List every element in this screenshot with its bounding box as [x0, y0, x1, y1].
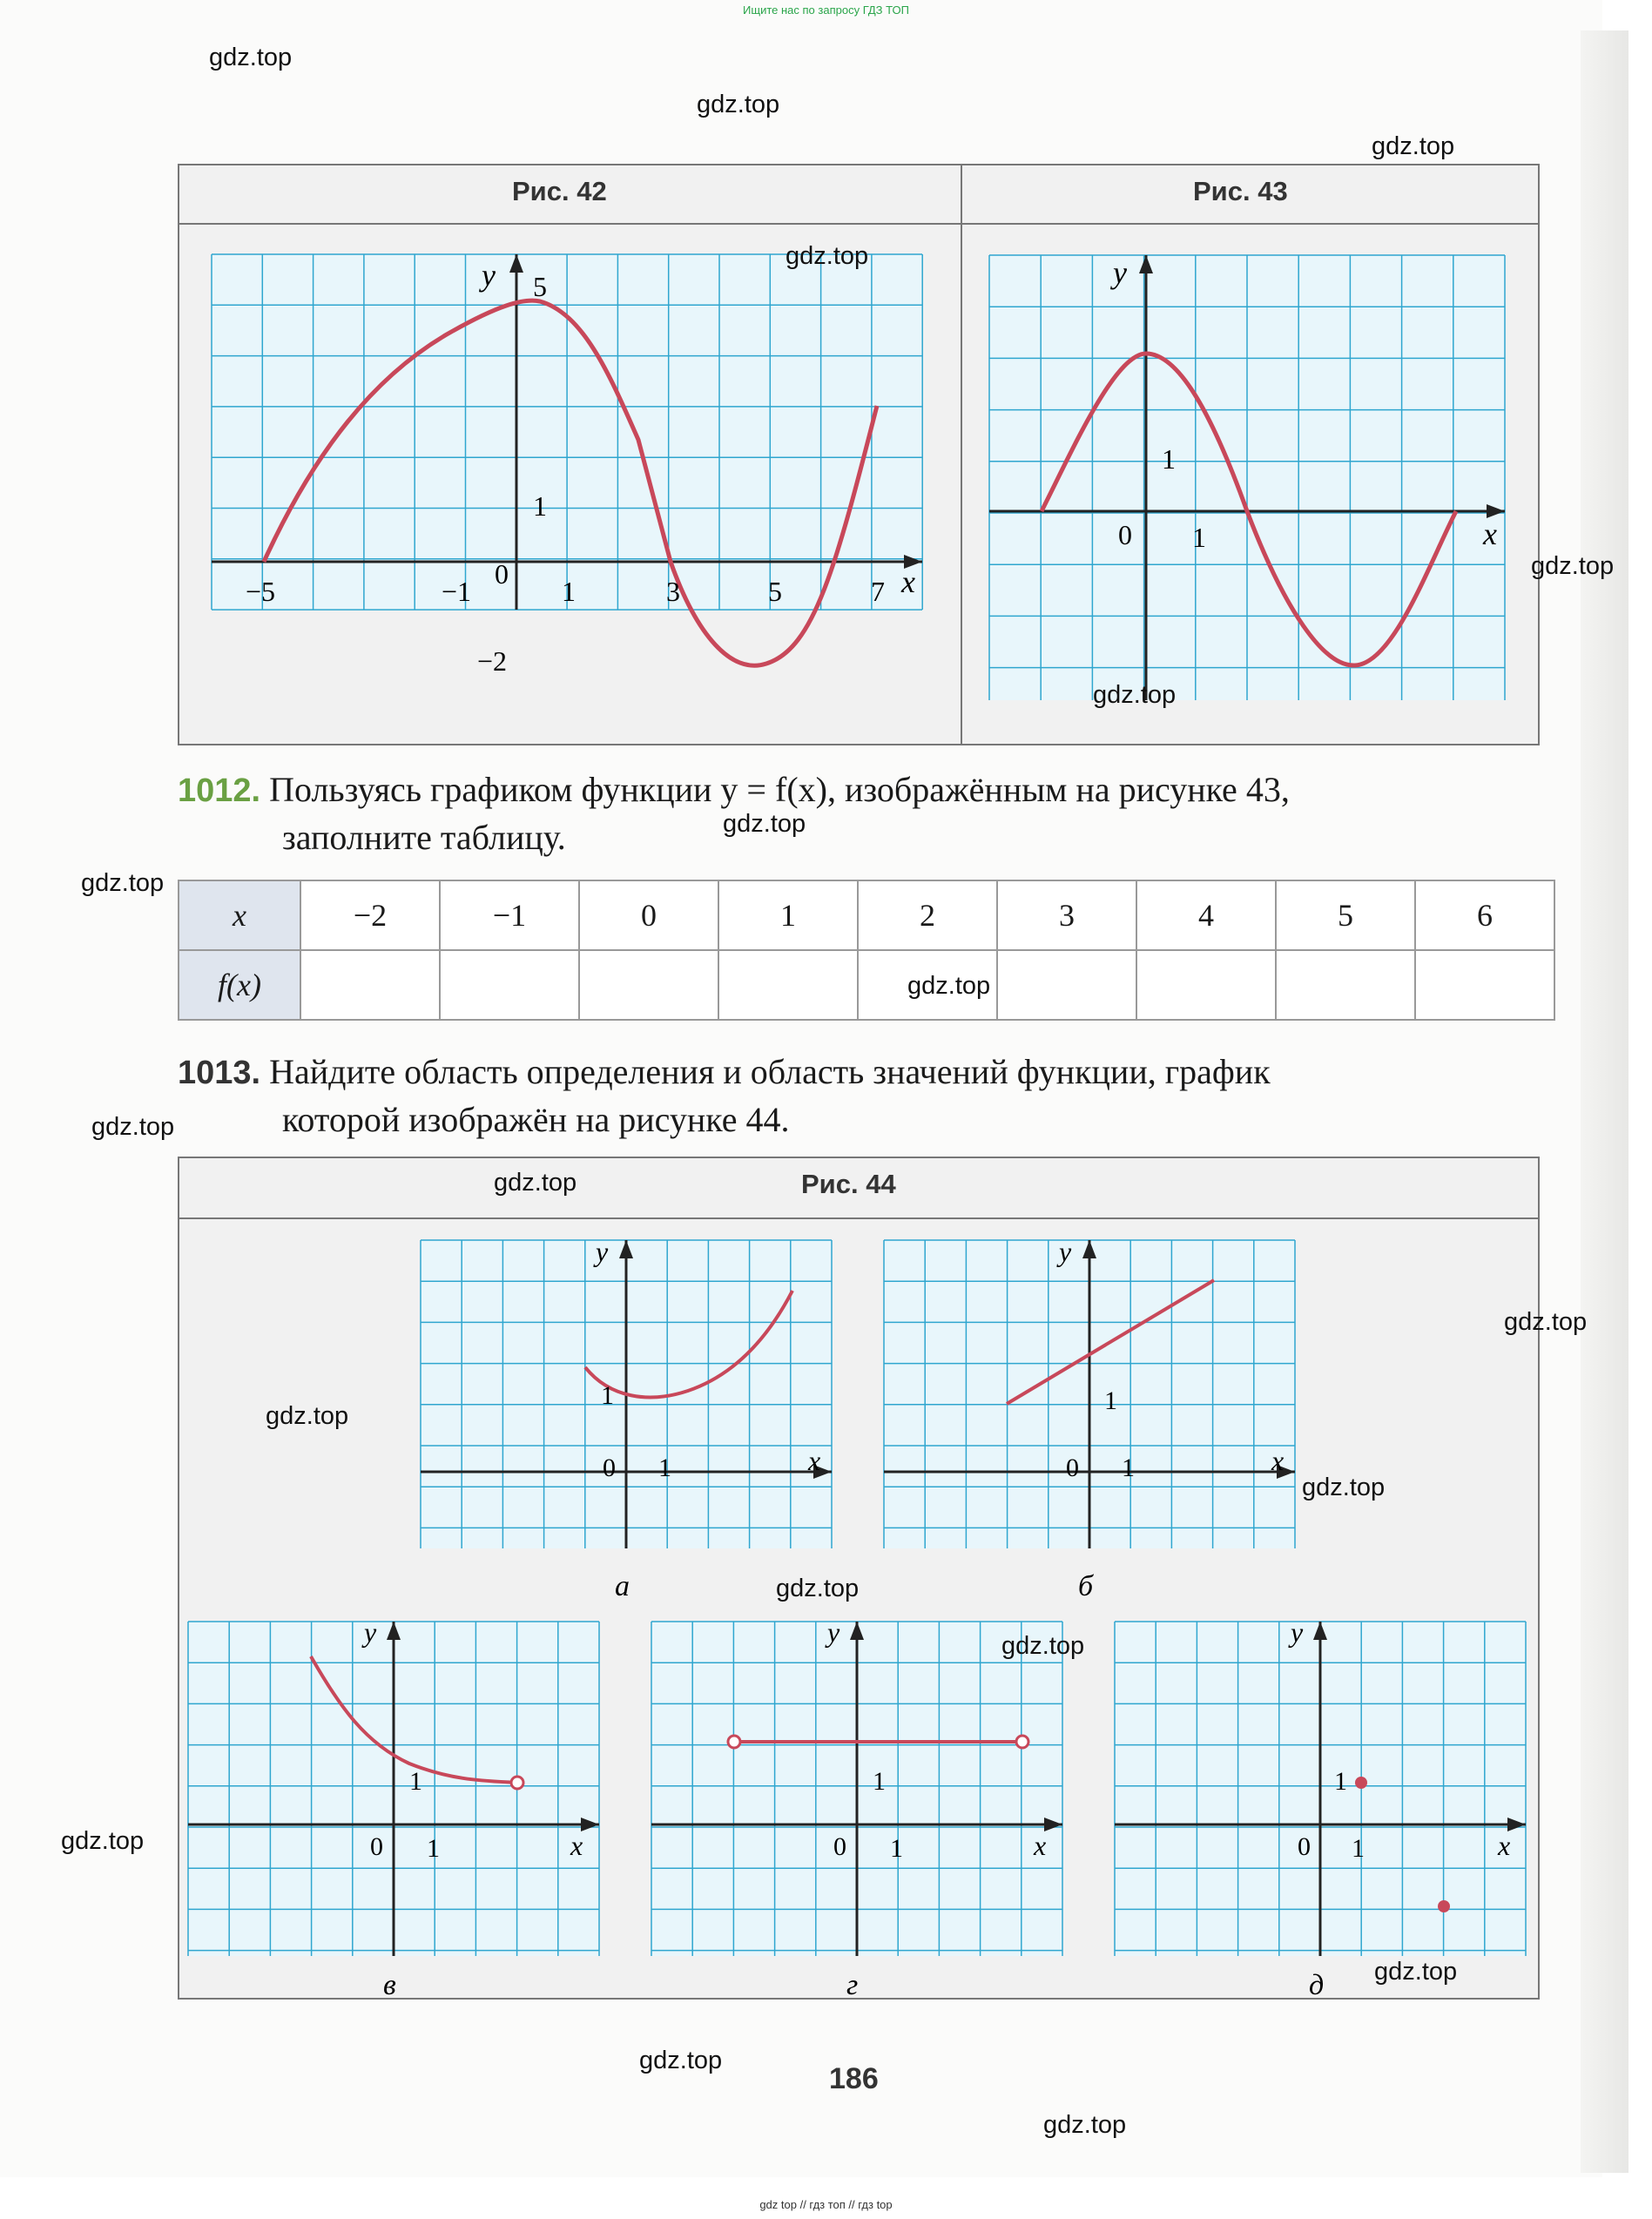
subfig-letter: д — [1309, 1969, 1325, 2001]
table-cell: 2 — [858, 880, 997, 950]
problem-text: Пользуясь графиком функции y = f(x), изображённым на рисунке 43, — [269, 770, 1290, 809]
y-label: y — [1059, 1236, 1072, 1267]
table-cell: −1 — [440, 880, 579, 950]
tick-x: 1 — [1122, 1453, 1135, 1482]
fig44-graph-a — [421, 1236, 832, 1602]
tick-y: 1 — [873, 1767, 886, 1796]
x-label: x — [1498, 1830, 1511, 1861]
open-point — [1016, 1736, 1028, 1748]
problem-text: Найдите область определения и область значений функции, график — [269, 1052, 1271, 1091]
watermark: gdz.top — [1531, 552, 1615, 580]
x-label: x — [1034, 1830, 1047, 1861]
problem-text: которой изображён на рисунке 44. — [282, 1100, 790, 1139]
fig43-y-label: y — [1113, 255, 1127, 290]
subfig-letter: в — [383, 1969, 396, 2001]
fig42-tick-x: 3 — [666, 576, 680, 607]
problem-text: заполните таблицу. — [282, 818, 566, 857]
watermark: gdz.top — [1374, 1958, 1458, 1986]
subfig-letter: г — [846, 1969, 859, 2001]
table-cell: 6 — [1415, 880, 1554, 950]
x-label: x — [570, 1830, 583, 1861]
fig42-tick-x: 5 — [768, 576, 782, 607]
fig42-tick-x: 1 — [562, 576, 576, 607]
y-label: y — [1291, 1616, 1304, 1648]
fig44-graph-d — [1115, 1616, 1526, 2001]
tick-y: 1 — [1334, 1767, 1347, 1796]
point — [1438, 1900, 1450, 1912]
table-cell: 1 — [718, 880, 858, 950]
fig44-graph-v — [188, 1616, 599, 2001]
watermark: gdz.top — [494, 1169, 577, 1197]
fig42-x-label: x — [901, 564, 915, 599]
table-head-x: x — [179, 880, 300, 950]
origin: 0 — [833, 1832, 846, 1861]
origin: 0 — [603, 1453, 616, 1482]
fig44-graph-g — [651, 1616, 1062, 2001]
fig43-caption: Рис. 43 — [1193, 176, 1288, 206]
tick-x: 1 — [658, 1453, 671, 1482]
watermark: gdz.top — [1372, 132, 1455, 160]
watermark: gdz.top — [91, 1113, 175, 1141]
fig44-graph-b — [884, 1236, 1295, 1602]
watermark: gdz.top — [209, 44, 293, 71]
table-cell: 4 — [1136, 880, 1276, 950]
fig42-caption: Рис. 42 — [512, 176, 607, 206]
watermark: gdz.top — [723, 810, 806, 838]
x-label: x — [1271, 1445, 1285, 1476]
x-label: x — [808, 1445, 821, 1476]
origin: 0 — [1066, 1453, 1079, 1482]
problem-number: 1013. — [178, 1055, 261, 1091]
tick-x: 1 — [1352, 1834, 1365, 1863]
watermark: gdz.top — [786, 242, 869, 270]
watermark: gdz.top — [81, 869, 165, 897]
subfig-letter: б — [1078, 1570, 1094, 1602]
fig42-origin: 0 — [495, 558, 509, 590]
open-point — [728, 1736, 740, 1748]
tick-y: 1 — [1104, 1386, 1117, 1415]
table-cell: 0 — [579, 880, 718, 950]
watermark: gdz.top — [697, 91, 780, 118]
point — [1355, 1777, 1367, 1789]
fig43-tick-x: 1 — [1192, 522, 1206, 553]
fig42-tick-x: −5 — [246, 576, 276, 607]
tick-y: 1 — [409, 1767, 422, 1796]
tick-x: 1 — [890, 1834, 903, 1863]
watermark: gdz.top — [1504, 1308, 1588, 1336]
watermark: gdz.top — [776, 1575, 860, 1602]
watermark: gdz.top — [1043, 2111, 1127, 2139]
fig43-x-label: x — [1483, 516, 1497, 551]
watermark: gdz.top — [907, 972, 991, 1000]
watermark: gdz.top — [1001, 1632, 1085, 1660]
table-head-fx: f(x) — [179, 950, 300, 1020]
tick-x: 1 — [427, 1834, 440, 1863]
fig43-origin: 0 — [1118, 519, 1132, 550]
y-label: y — [596, 1236, 609, 1267]
y-label: y — [364, 1616, 377, 1648]
origin: 0 — [1298, 1832, 1311, 1861]
watermark: gdz.top — [1302, 1474, 1386, 1501]
bottom-banner: gdz top // гдз топ // гдз top — [759, 2198, 893, 2211]
watermark: gdz.top — [639, 2047, 723, 2074]
open-point — [511, 1777, 523, 1789]
watermark: gdz.top — [266, 1402, 349, 1430]
problem-number: 1012. — [178, 772, 261, 809]
fig42-tick-y: 1 — [533, 490, 547, 522]
fig43-tick-y: 1 — [1162, 443, 1176, 475]
fig42-tick-y: −2 — [477, 645, 508, 677]
fig42-tick-x: 7 — [871, 576, 885, 607]
subfig-letter: а — [615, 1570, 630, 1602]
origin: 0 — [370, 1832, 383, 1861]
tick-y: 1 — [601, 1381, 614, 1410]
page-number: 186 — [829, 2062, 879, 2095]
table-cell: −2 — [300, 880, 440, 950]
watermark: gdz.top — [61, 1827, 145, 1855]
fig42-y-label: y — [482, 258, 496, 293]
top-banner: Ищите нас по запросу ГДЗ ТОП — [743, 3, 909, 17]
fig44-caption: Рис. 44 — [801, 1169, 896, 1199]
table-cell: 3 — [997, 880, 1136, 950]
y-label: y — [827, 1616, 840, 1648]
watermark: gdz.top — [1093, 681, 1177, 709]
fig42-tick-y: 5 — [533, 271, 547, 302]
table-cell: 5 — [1276, 880, 1415, 950]
fig42-tick-x: −1 — [442, 576, 472, 607]
